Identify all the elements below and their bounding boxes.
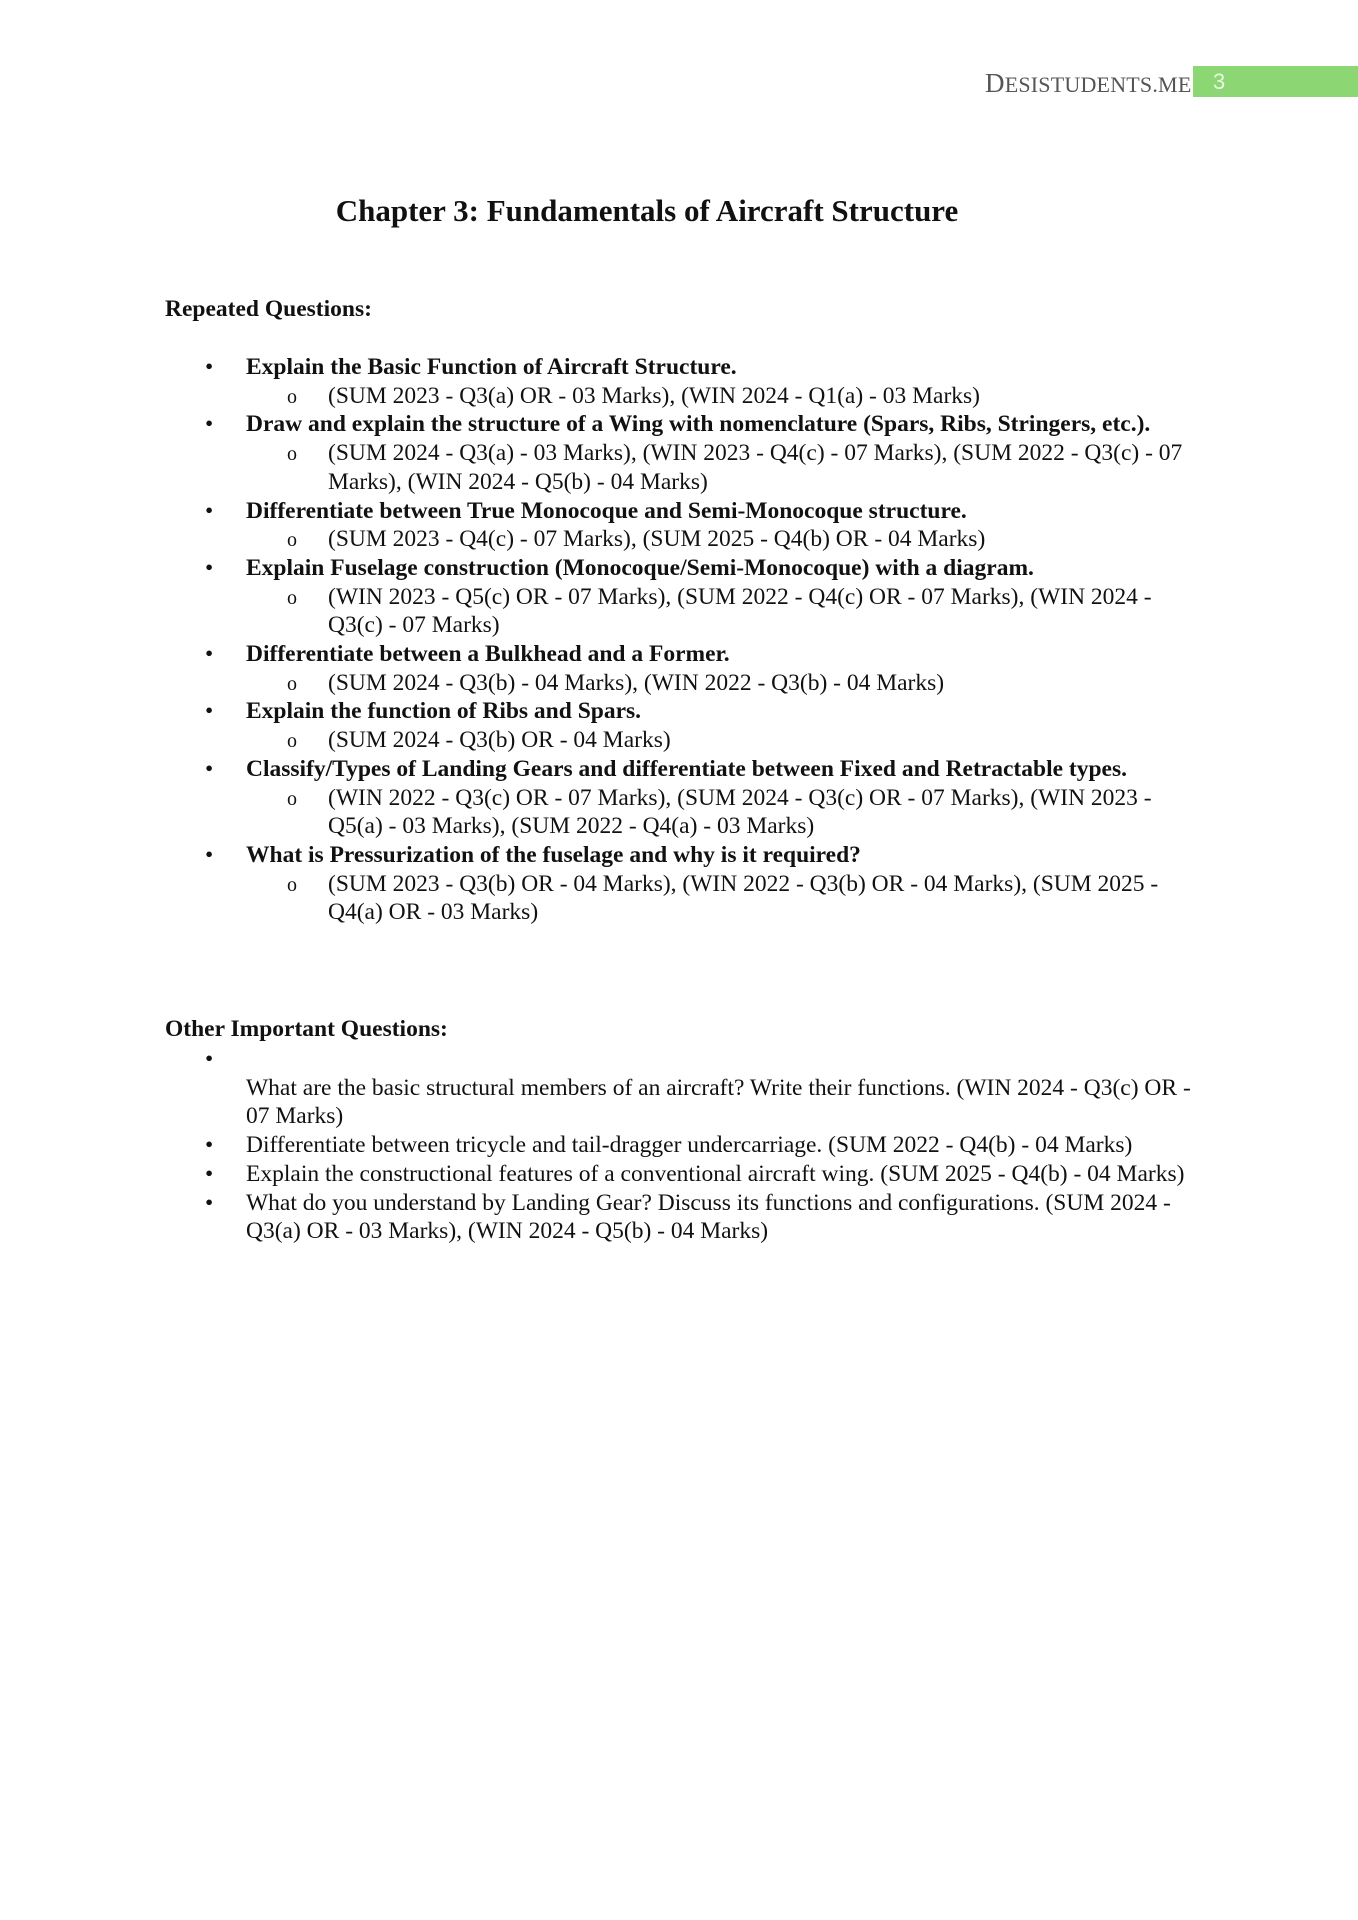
list-item — [0, 353, 1200, 410]
other-questions-heading: Other Important Questions: — [165, 1016, 448, 1042]
question-text: Explain Fuselage construction (Monocoque/Semi-Monocoque) with a diagram. — [246, 554, 1034, 581]
reference-text: (SUM 2023 - Q3(a) OR - 03 Marks), (WIN 2024 - Q1(a) - 03 Marks) — [328, 382, 980, 409]
circle-bullet-icon: o — [287, 586, 297, 609]
reference-item — [246, 525, 1200, 554]
chapter-title: Chapter 3: Fundamentals of Aircraft Structure — [335, 193, 959, 228]
question-text: Differentiate between tricycle and tail-dragger undercarriage. (SUM 2022 - Q4(b) - 04 Marks) — [246, 1132, 1133, 1159]
reference-list — [246, 726, 1200, 755]
page-number: 3 — [1193, 66, 1358, 97]
site-name-initial: D — [985, 68, 1005, 98]
reference-text: (SUM 2024 - Q3(a) - 03 Marks), (WIN 2023 - Q4(c) - 07 Marks), (SUM 2022 - Q3(c) - 07 Marks), (WIN 2024 - Q5(b) - 04 Marks) — [328, 440, 1183, 495]
list-item — [0, 410, 1200, 496]
reference-text: (SUM 2023 - Q3(b) OR - 04 Marks), (WIN 2022 - Q3(b) OR - 04 Marks), (SUM 2025 - Q4(a) OR - 03 Marks) — [328, 870, 1159, 926]
reference-list — [246, 870, 1200, 927]
reference-item — [246, 669, 1200, 698]
question-text: Explain the Basic Function of Aircraft Structure. — [246, 354, 737, 380]
reference-item — [246, 583, 1200, 640]
reference-item — [246, 439, 1200, 496]
repeated-questions-list — [0, 353, 1200, 927]
other-questions-list — [0, 1045, 1200, 1246]
circle-bullet-icon: o — [287, 730, 297, 753]
reference-item — [246, 870, 1200, 927]
question-text: Explain the function of Ribs and Spars. — [246, 698, 642, 725]
site-name-rest: ESISTUDENTS.ME — [1004, 72, 1192, 97]
reference-list — [246, 583, 1200, 640]
reference-item — [246, 726, 1200, 755]
question-text: Draw and explain the structure of a Wing with nomenclature (Spars, Ribs, Stringers, etc.). — [246, 411, 1151, 438]
question-text: Classify/Types of Landing Gears and differentiate between Fixed and Retractable types. — [246, 755, 1127, 782]
reference-list — [246, 784, 1200, 841]
list-item — [0, 1160, 1200, 1189]
reference-item — [246, 382, 1200, 411]
question-text: What do you understand by Landing Gear? Discuss its functions and configurations. (SUM 2024 - Q3(a) OR - 03 Marks), (WIN 2024 - Q5(b) - 04 Marks) — [246, 1189, 1171, 1245]
reference-text: (WIN 2023 - Q5(c) OR - 07 Marks), (SUM 2022 - Q4(c) OR - 07 Marks), (WIN 2024 - Q3(c) - 07 Marks) — [328, 583, 1152, 639]
bullet-icon: • — [205, 1046, 214, 1072]
question-text: Differentiate between True Monocoque and Semi-Monocoque structure. — [246, 497, 967, 524]
bullet-icon: • — [205, 1160, 214, 1187]
reference-text: (SUM 2023 - Q4(c) - 07 Marks), (SUM 2025 - Q4(b) OR - 04 Marks) — [328, 526, 986, 553]
bullet-icon: • — [205, 354, 214, 380]
bullet-icon: • — [205, 554, 214, 581]
circle-bullet-icon: o — [287, 385, 297, 408]
list-item — [0, 841, 1200, 927]
list-item — [0, 1189, 1200, 1246]
site-name — [985, 68, 1191, 99]
list-item — [0, 497, 1200, 554]
repeated-questions-heading: Repeated Questions: — [165, 296, 372, 322]
circle-bullet-icon: o — [287, 443, 297, 466]
question-text: Explain the constructional features of a conventional aircraft wing. (SUM 2025 - Q4(b) - 04 Marks) — [246, 1160, 1185, 1187]
reference-list — [246, 525, 1200, 554]
bullet-icon: • — [205, 698, 214, 725]
reference-text: (SUM 2024 - Q3(b) OR - 04 Marks) — [328, 727, 671, 754]
list-item — [0, 1045, 1200, 1131]
question-text: Differentiate between a Bulkhead and a Former. — [246, 641, 730, 668]
list-item — [0, 554, 1200, 640]
list-item — [0, 755, 1200, 841]
reference-list — [246, 382, 1200, 411]
reference-text: (WIN 2022 - Q3(c) OR - 07 Marks), (SUM 2024 - Q3(c) OR - 07 Marks), (WIN 2023 - Q5(a) - 03 Marks), (SUM 2022 - Q4(a) - 03 Marks) — [328, 784, 1152, 840]
circle-bullet-icon: o — [287, 529, 297, 552]
bullet-icon: • — [205, 411, 214, 438]
bullet-icon: • — [205, 641, 214, 668]
circle-bullet-icon: o — [287, 873, 297, 896]
bullet-icon: • — [205, 1132, 214, 1159]
question-text: What are the basic structural members of an aircraft? Write their functions. (WIN 2024 - Q3(c) OR - 07 Marks) — [246, 1074, 1191, 1130]
reference-text: (SUM 2024 - Q3(b) - 04 Marks), (WIN 2022 - Q3(b) - 04 Marks) — [328, 669, 945, 696]
list-item — [0, 697, 1200, 754]
reference-list — [246, 669, 1200, 698]
circle-bullet-icon: o — [287, 787, 297, 810]
list-item — [0, 640, 1200, 697]
empty-line — [246, 1045, 1200, 1074]
bullet-icon: • — [205, 497, 214, 524]
reference-item — [246, 784, 1200, 841]
question-text: What is Pressurization of the fuselage and why is it required? — [246, 841, 861, 868]
bullet-icon: • — [205, 1189, 214, 1216]
circle-bullet-icon: o — [287, 672, 297, 695]
bullet-icon: • — [205, 841, 214, 868]
list-item — [0, 1131, 1200, 1160]
bullet-icon: • — [205, 755, 214, 782]
reference-list — [246, 439, 1200, 496]
